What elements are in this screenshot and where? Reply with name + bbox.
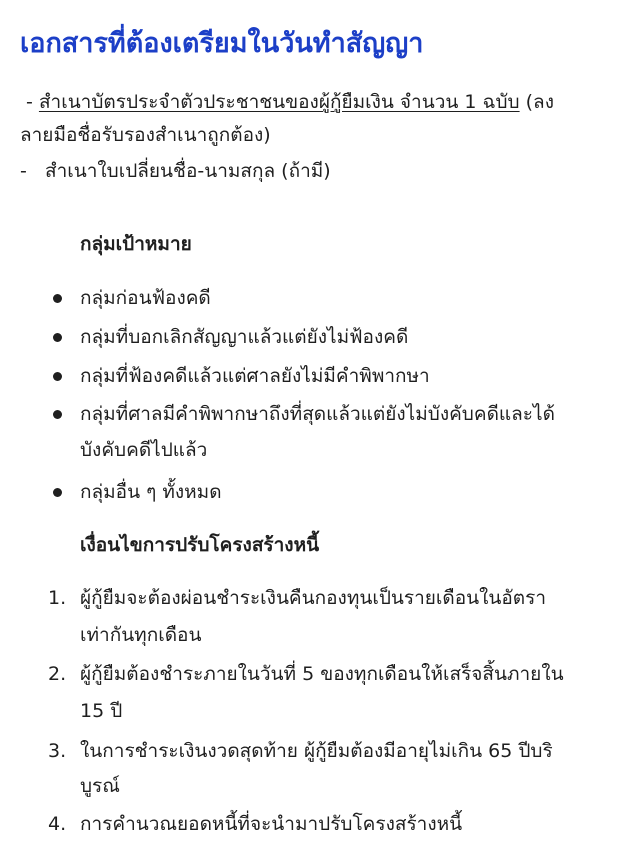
condition-item: ผู้กู้ยืมต้องชำระภายในวันที่ 5 ของทุกเดือนให้เสร็จสิ้นภายใน <box>80 663 564 685</box>
list-number: 3. <box>48 740 67 762</box>
condition-item-continued: เท่ากันทุกเดือน <box>80 624 202 646</box>
target-group-item: กลุ่มที่ศาลมีคำพิพากษาถึงที่สุดแล้วแต่ยังไม่บังคับคดีและได้ <box>80 403 555 425</box>
bullet-icon <box>53 372 62 381</box>
target-group-item: กลุ่มที่ฟ้องคดีแล้วแต่ศาลยังไม่มีคำพิพากษา <box>80 365 430 387</box>
required-document-1-continued: ลายมือชื่อรับรองสำเนาถูกต้อง) <box>20 124 271 146</box>
bullet-icon <box>53 488 62 497</box>
condition-item: ในการชำระเงินงวดสุดท้าย ผู้กู้ยืมต้องมีอายุไม่เกิน 65 ปีบริ <box>80 740 553 762</box>
dash-prefix: - <box>20 91 39 113</box>
required-document-1 <box>20 84 554 120</box>
target-group-item: กลุ่มอื่น ๆ ทั้งหมด <box>80 481 222 503</box>
bullet-icon <box>53 333 62 342</box>
page-title: เอกสารที่ต้องเตรียมในวันทำสัญญา <box>20 28 424 59</box>
id-card-copy-text: สำเนาบัตรประจำตัวประชาชนของผู้กู้ยืมเงิน จำนวน 1 ฉบับ <box>38 91 520 113</box>
signature-note-start: (ลง <box>519 91 554 113</box>
target-group-heading: กลุ่มเป้าหมาย <box>80 233 192 255</box>
list-number: 4. <box>48 813 67 835</box>
condition-item-continued: บูรณ์ <box>80 775 120 797</box>
bullet-icon <box>53 294 62 303</box>
list-number: 1. <box>48 587 67 609</box>
condition-item-continued: 15 ปี <box>80 700 123 722</box>
target-group-item: กลุ่มก่อนฟ้องคดี <box>80 287 211 309</box>
condition-item: ผู้กู้ยืมจะต้องผ่อนชำระเงินคืนกองทุนเป็นรายเดือนในอัตรา <box>80 587 547 609</box>
list-number: 2. <box>48 663 67 685</box>
condition-item: การคำนวณยอดหนี้ที่จะนำมาปรับโครงสร้างหนี้ <box>80 813 463 835</box>
conditions-heading: เงื่อนไขการปรับโครงสร้างหนี้ <box>80 534 320 556</box>
bullet-icon <box>53 410 62 419</box>
target-group-item-continued: บังคับคดีไปแล้ว <box>80 439 208 461</box>
target-group-item: กลุ่มที่บอกเลิกสัญญาแล้วแต่ยังไม่ฟ้องคดี <box>80 326 409 348</box>
required-document-2: - สำเนาใบเปลี่ยนชื่อ-นามสกุล (ถ้ามี) <box>20 160 331 182</box>
